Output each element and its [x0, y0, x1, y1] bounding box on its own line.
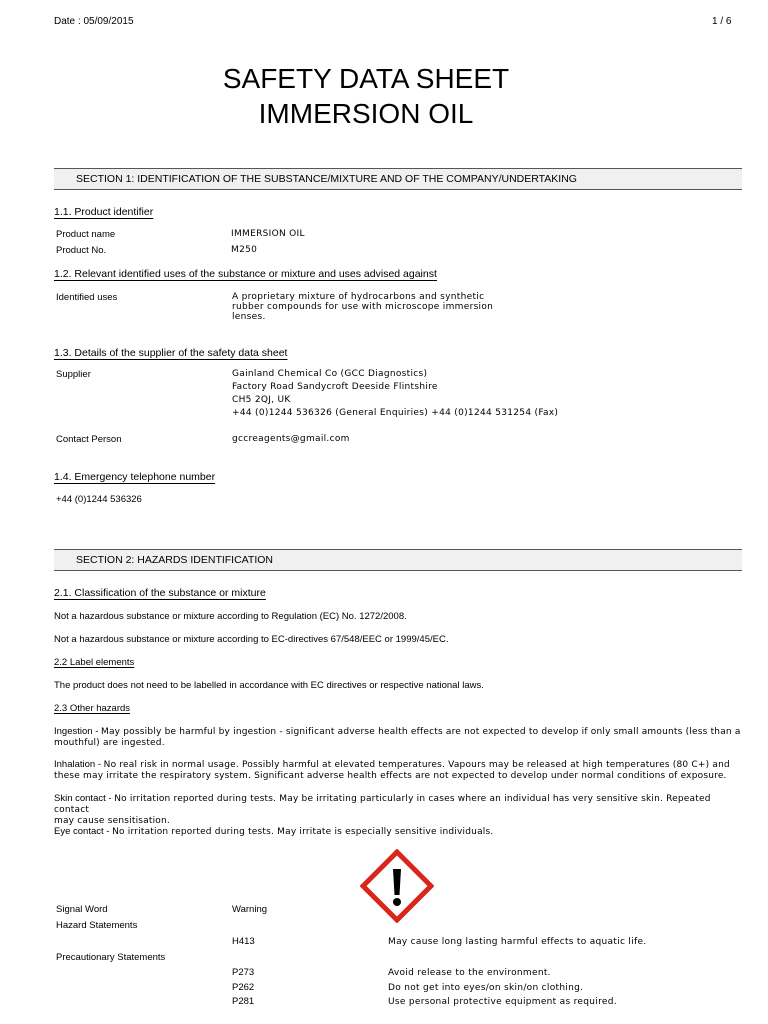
identified-uses-label: Identified uses — [56, 292, 118, 303]
subsection-2-1-title: 2.1. Classification of the substance or mixture — [54, 587, 266, 599]
supplier-label: Supplier — [56, 369, 91, 380]
contact-email[interactable]: gccreagents@gmail.com — [232, 434, 350, 444]
subsection-1-2-title: 1.2. Relevant identified uses of the substance or mixture and uses advised against — [54, 268, 437, 280]
eye-contact-text: No irritation reported during tests. May irritate is especially sensitive individuals. — [112, 827, 494, 837]
document-date: Date : 05/09/2015 — [54, 16, 134, 27]
supplier-address — [232, 368, 558, 420]
ingestion-label: Ingestion - — [54, 726, 101, 737]
exclamation-mark-hazard-icon — [360, 849, 434, 923]
precaution-text: Do not get into eyes/on skin/on clothing. — [388, 983, 584, 993]
subsection-1-3-title: 1.3. Details of the supplier of the safety data sheet — [54, 347, 288, 359]
classification-line-2: Not a hazardous substance or mixture according to EC-directives 67/548/EEC or 1999/45/EC. — [54, 634, 449, 645]
section-2-title: SECTION 2: HAZARDS IDENTIFICATION — [76, 554, 273, 566]
product-no-label: Product No. — [56, 245, 107, 256]
identified-uses-line: A proprietary mixture of hydrocarbons and synthetic — [232, 292, 485, 302]
document-subtitle: IMMERSION OIL — [258, 98, 474, 129]
section-1-title: SECTION 1: IDENTIFICATION OF THE SUBSTANCE/MIXTURE AND OF THE COMPANY/UNDERTAKING — [76, 173, 577, 185]
section-1-header — [54, 168, 742, 190]
subsection-1-1-title: 1.1. Product identifier — [54, 206, 154, 218]
product-no-value: M250 — [231, 245, 258, 255]
supplier-line: Gainland Chemical Co (GCC Diagnostics) — [232, 369, 428, 379]
skin-contact-text: No irritation reported during tests. May be irritating particularly in cases where an individual has very sensitive skin. Repeated contact — [54, 794, 711, 815]
supplier-line: Factory Road Sandycroft Deeside Flintshire — [232, 382, 438, 392]
product-name-value: IMMERSION OIL — [231, 229, 305, 239]
precaution-code: P273 — [232, 967, 255, 978]
ingestion-hazard — [54, 726, 742, 749]
page-number: 1 / 6 — [712, 16, 732, 27]
product-name-label: Product name — [56, 229, 116, 240]
classification-line-1: Not a hazardous substance or mixture according to Regulation (EC) No. 1272/2008. — [54, 611, 407, 622]
precautionary-statements-label: Precautionary Statements — [56, 952, 166, 963]
precaution-text: Use personal protective equipment as required. — [388, 997, 617, 1007]
document-title: SAFETY DATA SHEET — [222, 63, 510, 94]
inhalation-text-cont: these may irritate the respiratory system. Significant adverse health effects are not expected to develop under normal conditions of exposure. — [54, 771, 727, 781]
hazard-text: May cause long lasting harmful effects to aquatic life. — [388, 937, 647, 947]
precaution-code: P262 — [232, 982, 255, 993]
inhalation-text: No real risk in normal usage. Possibly harmful at elevated temperatures. Vapours may be released at high temperatures (80 C+) and — [103, 760, 730, 770]
hazard-code: H413 — [232, 936, 255, 947]
section-2-header — [54, 549, 742, 571]
contact-person-label: Contact Person — [56, 434, 122, 445]
emergency-phone: +44 (0)1244 536326 — [56, 494, 142, 505]
signal-word-value: Warning — [232, 904, 268, 915]
skin-contact-hazard — [54, 793, 742, 827]
hazard-statements-label: Hazard Statements — [56, 920, 138, 931]
subsection-2-2-title: 2.2 Label elements — [54, 657, 135, 668]
signal-word-label: Signal Word — [56, 904, 108, 915]
inhalation-hazard — [54, 759, 742, 782]
label-elements-text: The product does not need to be labelled in accordance with EC directives or respective national laws. — [54, 680, 484, 691]
subsection-1-4-title: 1.4. Emergency telephone number — [54, 471, 216, 483]
skin-contact-text-cont: may cause sensitisation. — [54, 816, 170, 826]
inhalation-label: Inhalation - — [54, 759, 104, 770]
identified-uses-line: lenses. — [232, 312, 266, 322]
supplier-line: +44 (0)1244 536326 (General Enquiries) +44 (0)1244 531254 (Fax) — [232, 408, 559, 418]
skin-contact-label: Skin contact - — [54, 793, 115, 804]
eye-contact-hazard — [54, 826, 742, 838]
ingestion-text: May possibly be harmful by ingestion - significant adverse health effects are not expected to develop if only small amounts (less than a — [101, 727, 741, 737]
supplier-line: CH5 2QJ, UK — [232, 395, 291, 405]
subsection-2-3-title: 2.3 Other hazards — [54, 703, 131, 714]
ingestion-text-cont: mouthful) are ingested. — [54, 738, 165, 748]
eye-contact-label: Eye contact - — [54, 826, 113, 837]
precaution-text: Avoid release to the environment. — [388, 968, 551, 978]
identified-uses-line: rubber compounds for use with microscope immersion — [232, 302, 494, 312]
precaution-code: P281 — [232, 996, 255, 1007]
identified-uses-value — [232, 292, 493, 322]
